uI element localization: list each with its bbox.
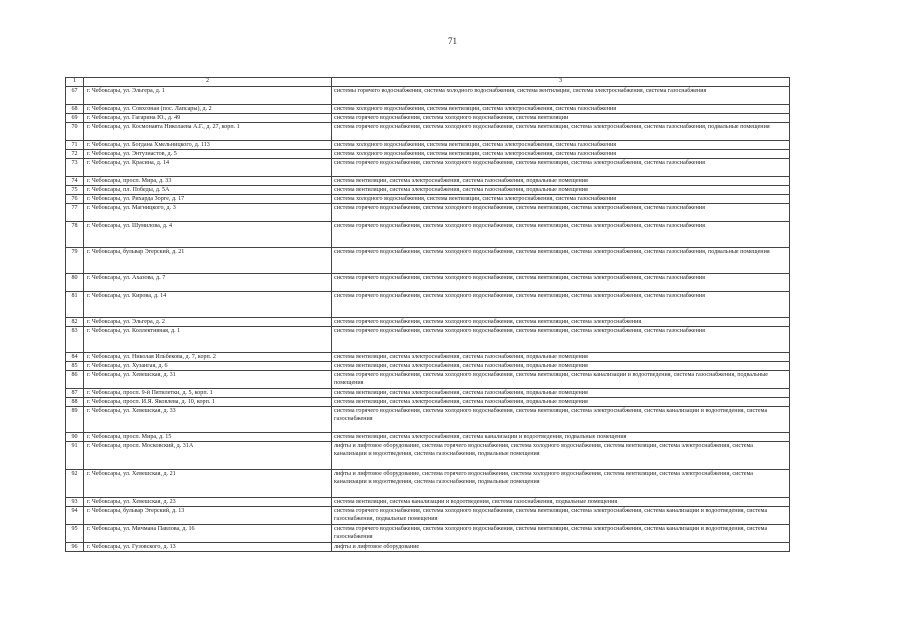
table-row [66,195,790,204]
table-row [66,327,790,353]
row-address: г. Чебоксары, ул. Хевешская, д. 33 [84,407,332,433]
row-number: 89 [66,407,84,433]
row-systems: система горячего водоснабжения, система холодного водоснабжения, система вентиляции, система электроснабжения, система газоснабжения [332,159,790,177]
row-address: г. Чебоксары, ул. Николая Ильбекова, д. 7, корп. 2 [84,353,332,362]
row-address: г. Чебоксары, просп. И.Я. Яковлева, д. 10, корп. 1 [84,398,332,407]
row-number: 82 [66,318,84,327]
table-row [66,543,790,552]
table-row [66,442,790,470]
table-row [66,470,790,498]
row-systems: система вентиляции, система электроснабжения, система газоснабжения, подвальные помещения [332,186,790,195]
row-number: 70 [66,122,84,140]
row-number: 75 [66,186,84,195]
row-number: 78 [66,222,84,248]
table-body [66,86,790,551]
table-row [66,318,790,327]
row-systems: система холодного водоснабжения, система вентиляции, система электроснабжения, система газоснабжения [332,195,790,204]
table-row [66,353,790,362]
table-row [66,150,790,159]
page-number: 71 [448,36,457,46]
row-number: 85 [66,362,84,371]
table-row [66,186,790,195]
row-address: г. Чебоксары, ул. Хевешская, д. 23 [84,498,332,507]
table-row [66,222,790,248]
table-row [66,248,790,274]
row-number: 87 [66,389,84,398]
table-row [66,507,790,525]
row-systems: системы горячего водоснабжения, система холодного водоснабжения, система вентиляции, система электроснабжения, система газоснабжения [332,86,790,104]
row-systems: система вентиляции, система электроснабжения, система газоснабжения, подвальные помещения [332,353,790,362]
row-systems: система горячего водоснабжения, система холодного водоснабжения, система вентиляции, система электроснабжения, система газоснабжения [332,222,790,248]
row-number: 71 [66,140,84,149]
table-row [66,498,790,507]
row-address: г. Чебоксары, ул. Космонавта Николаева А.Г., д. 27, корп. 1 [84,122,332,140]
row-number: 93 [66,498,84,507]
row-systems: система вентиляции, система электроснабжения, система газоснабжения, подвальные помещения [332,362,790,371]
row-address: г. Чебоксары, ул. Хузангая, д. 6 [84,362,332,371]
column-header: 1 [66,78,84,87]
row-systems: система вентиляции, система электроснабжения, система газоснабжения, подвальные помещения [332,398,790,407]
row-address: г. Чебоксары, просп. Мира, д. 33 [84,177,332,186]
row-address: г. Чебоксары, ул. Гагарина Ю., д. 49 [84,113,332,122]
row-systems: система горячего водоснабжения, система холодного водоснабжения, система вентиляции, система канализации и водоотведения, система газоснабжения, подвальные помещения [332,371,790,389]
table-row [66,525,790,543]
row-systems: система горячего водоснабжения, система холодного водоснабжения, система вентиляции, система электроснабжения, система газоснабжения [332,327,790,353]
row-address: г. Чебоксары, ул. Рихарда Зорге, д. 17 [84,195,332,204]
row-number: 95 [66,525,84,543]
row-systems: система холодного водоснабжения, система вентиляции, система электроснабжения, система газоснабжения [332,104,790,113]
table-row [66,407,790,433]
row-number: 96 [66,543,84,552]
table-row [66,122,790,140]
row-address: г. Чебоксары, ул. Коллективная, д. 1 [84,327,332,353]
systems-table [65,77,790,552]
row-number: 72 [66,150,84,159]
table-row [66,159,790,177]
row-systems: система горячего водоснабжения, система холодного водоснабжения, система вентиляции, система электроснабжения, система газоснабжения [332,274,790,292]
table-row [66,86,790,104]
row-number: 73 [66,159,84,177]
row-address: г. Чебоксары, ул. Эльгера, д. 1 [84,86,332,104]
row-number: 91 [66,442,84,470]
row-number: 88 [66,398,84,407]
row-systems: лифты и лифтовое оборудование, система горячего водоснабжения, система холодного водоснабжения, система вентиляции, система электроснабжения, система канализации и водоотведения, система газоснабжения, подвальные помещения [332,470,790,498]
table-header-row [66,78,790,87]
row-address: г. Чебоксары, ул. Мичмана Павлова, д. 16 [84,525,332,543]
row-systems: лифты и лифтовое оборудование [332,543,790,552]
row-number: 84 [66,353,84,362]
table-row [66,274,790,292]
row-address: г. Чебоксары, пл. Победы, д. 5А [84,186,332,195]
row-number: 92 [66,470,84,498]
row-number: 68 [66,104,84,113]
row-address: г. Чебоксары, бульвар Эгерский, д. 13 [84,507,332,525]
row-systems: система холодного водоснабжения, система вентиляции, система электроснабжения, система газоснабжения [332,150,790,159]
row-address: г. Чебоксары, просп. Мира, д. 15 [84,433,332,442]
table-row [66,204,790,222]
row-address: г. Чебоксары, ул. Совхозная (пос. Лапсары), д. 2 [84,104,332,113]
row-systems: система горячего водоснабжения, система холодного водоснабжения, система вентиляции, система электроснабжения, система канализации и водоотведения, система газоснабжения, подвальные помещения [332,507,790,525]
table-row [66,398,790,407]
row-number: 77 [66,204,84,222]
row-systems: система холодного водоснабжения, система вентиляции, система электроснабжения, система газоснабжения [332,140,790,149]
row-systems: система горячего водоснабжения, система холодного водоснабжения, система вентиляции, система электроснабжения, система канализации и водоотведения, система газоснабжения [332,525,790,543]
column-header: 3 [332,78,790,87]
row-address: г. Чебоксары, ул. Эльгера, д. 2 [84,318,332,327]
row-systems: система вентиляции, система электроснабжения, система канализации и водоотведения, подвальные помещения [332,433,790,442]
row-number: 67 [66,86,84,104]
row-number: 81 [66,292,84,318]
table-row [66,362,790,371]
row-systems: система вентиляции, система электроснабжения, система газоснабжения, подвальные помещения [332,389,790,398]
table-row [66,177,790,186]
row-systems: система горячего водоснабжения, система холодного водоснабжения, система вентиляции, система электроснабжения, система газоснабжения [332,292,790,318]
row-systems: система горячего водоснабжения, система холодного водоснабжения, система вентиляции, система электроснабжения, система газоснабжения, подвальные помещения [332,248,790,274]
table-row [66,371,790,389]
row-number: 76 [66,195,84,204]
row-address: г. Чебоксары, ул. Хевешская, д. 21 [84,470,332,498]
row-address: г. Чебоксары, ул. Гузовского, д. 13 [84,543,332,552]
row-number: 80 [66,274,84,292]
row-number: 90 [66,433,84,442]
row-systems: система горячего водоснабжения, система холодного водоснабжения, система вентиляции, система электроснабжения, система газоснабжения, подвальные помещения [332,122,790,140]
row-address: г. Чебоксары, ул. Ахазова, д. 7 [84,274,332,292]
row-address: г. Чебоксары, ул. Богдана Хмельницкого, д. 113 [84,140,332,149]
row-address: г. Чебоксары, ул. Кирова, д. 14 [84,292,332,318]
table-row [66,140,790,149]
column-header: 2 [84,78,332,87]
table-row [66,292,790,318]
row-number: 94 [66,507,84,525]
row-number: 83 [66,327,84,353]
row-address: г. Чебоксары, бульвар Эгерский, д. 21 [84,248,332,274]
row-systems: система горячего водоснабжения, система холодного водоснабжения, система вентиляции [332,113,790,122]
row-number: 69 [66,113,84,122]
table-row [66,113,790,122]
row-address: г. Чебоксары, ул. Шумилова, д. 4 [84,222,332,248]
row-systems: система вентиляции, система канализации и водоотведения, система газоснабжения, подвальные помещения [332,498,790,507]
row-number: 86 [66,371,84,389]
row-systems: система горячего водоснабжения, система холодного водоснабжения, система вентиляции, система электроснабжения, система газоснабжения [332,204,790,222]
row-address: г. Чебоксары, просп. 9-й Пятилетки, д. 5, корп. 1 [84,389,332,398]
table-row [66,389,790,398]
row-address: г. Чебоксары, ул. Хевешская, д. 31 [84,371,332,389]
row-address: г. Чебоксары, ул. Магницкого, д. 3 [84,204,332,222]
row-address: г. Чебоксары, просп. Московский, д. 31А [84,442,332,470]
row-address: г. Чебоксары, ул. Красина, д. 14 [84,159,332,177]
row-systems: система горячего водоснабжения, система холодного водоснабжения, система вентиляции, система электроснабжения, система канализации и водоотведения, система газоснабжения [332,407,790,433]
row-number: 79 [66,248,84,274]
table-row [66,104,790,113]
row-systems: система горячего водоснабжения, система холодного водоснабжения, система вентиляции, система электроснабжения [332,318,790,327]
row-systems: система вентиляции, система электроснабжения, система газоснабжения, подвальные помещения [332,177,790,186]
row-systems: лифты и лифтовое оборудование, система горячего водоснабжения, система холодного водоснабжения, система вентиляции, система электроснабжения, система канализации и водоотведения, система газоснабжения, подвальные помещения [332,442,790,470]
table-row [66,433,790,442]
row-number: 74 [66,177,84,186]
row-address: г. Чебоксары, ул. Энтузиастов, д. 5 [84,150,332,159]
